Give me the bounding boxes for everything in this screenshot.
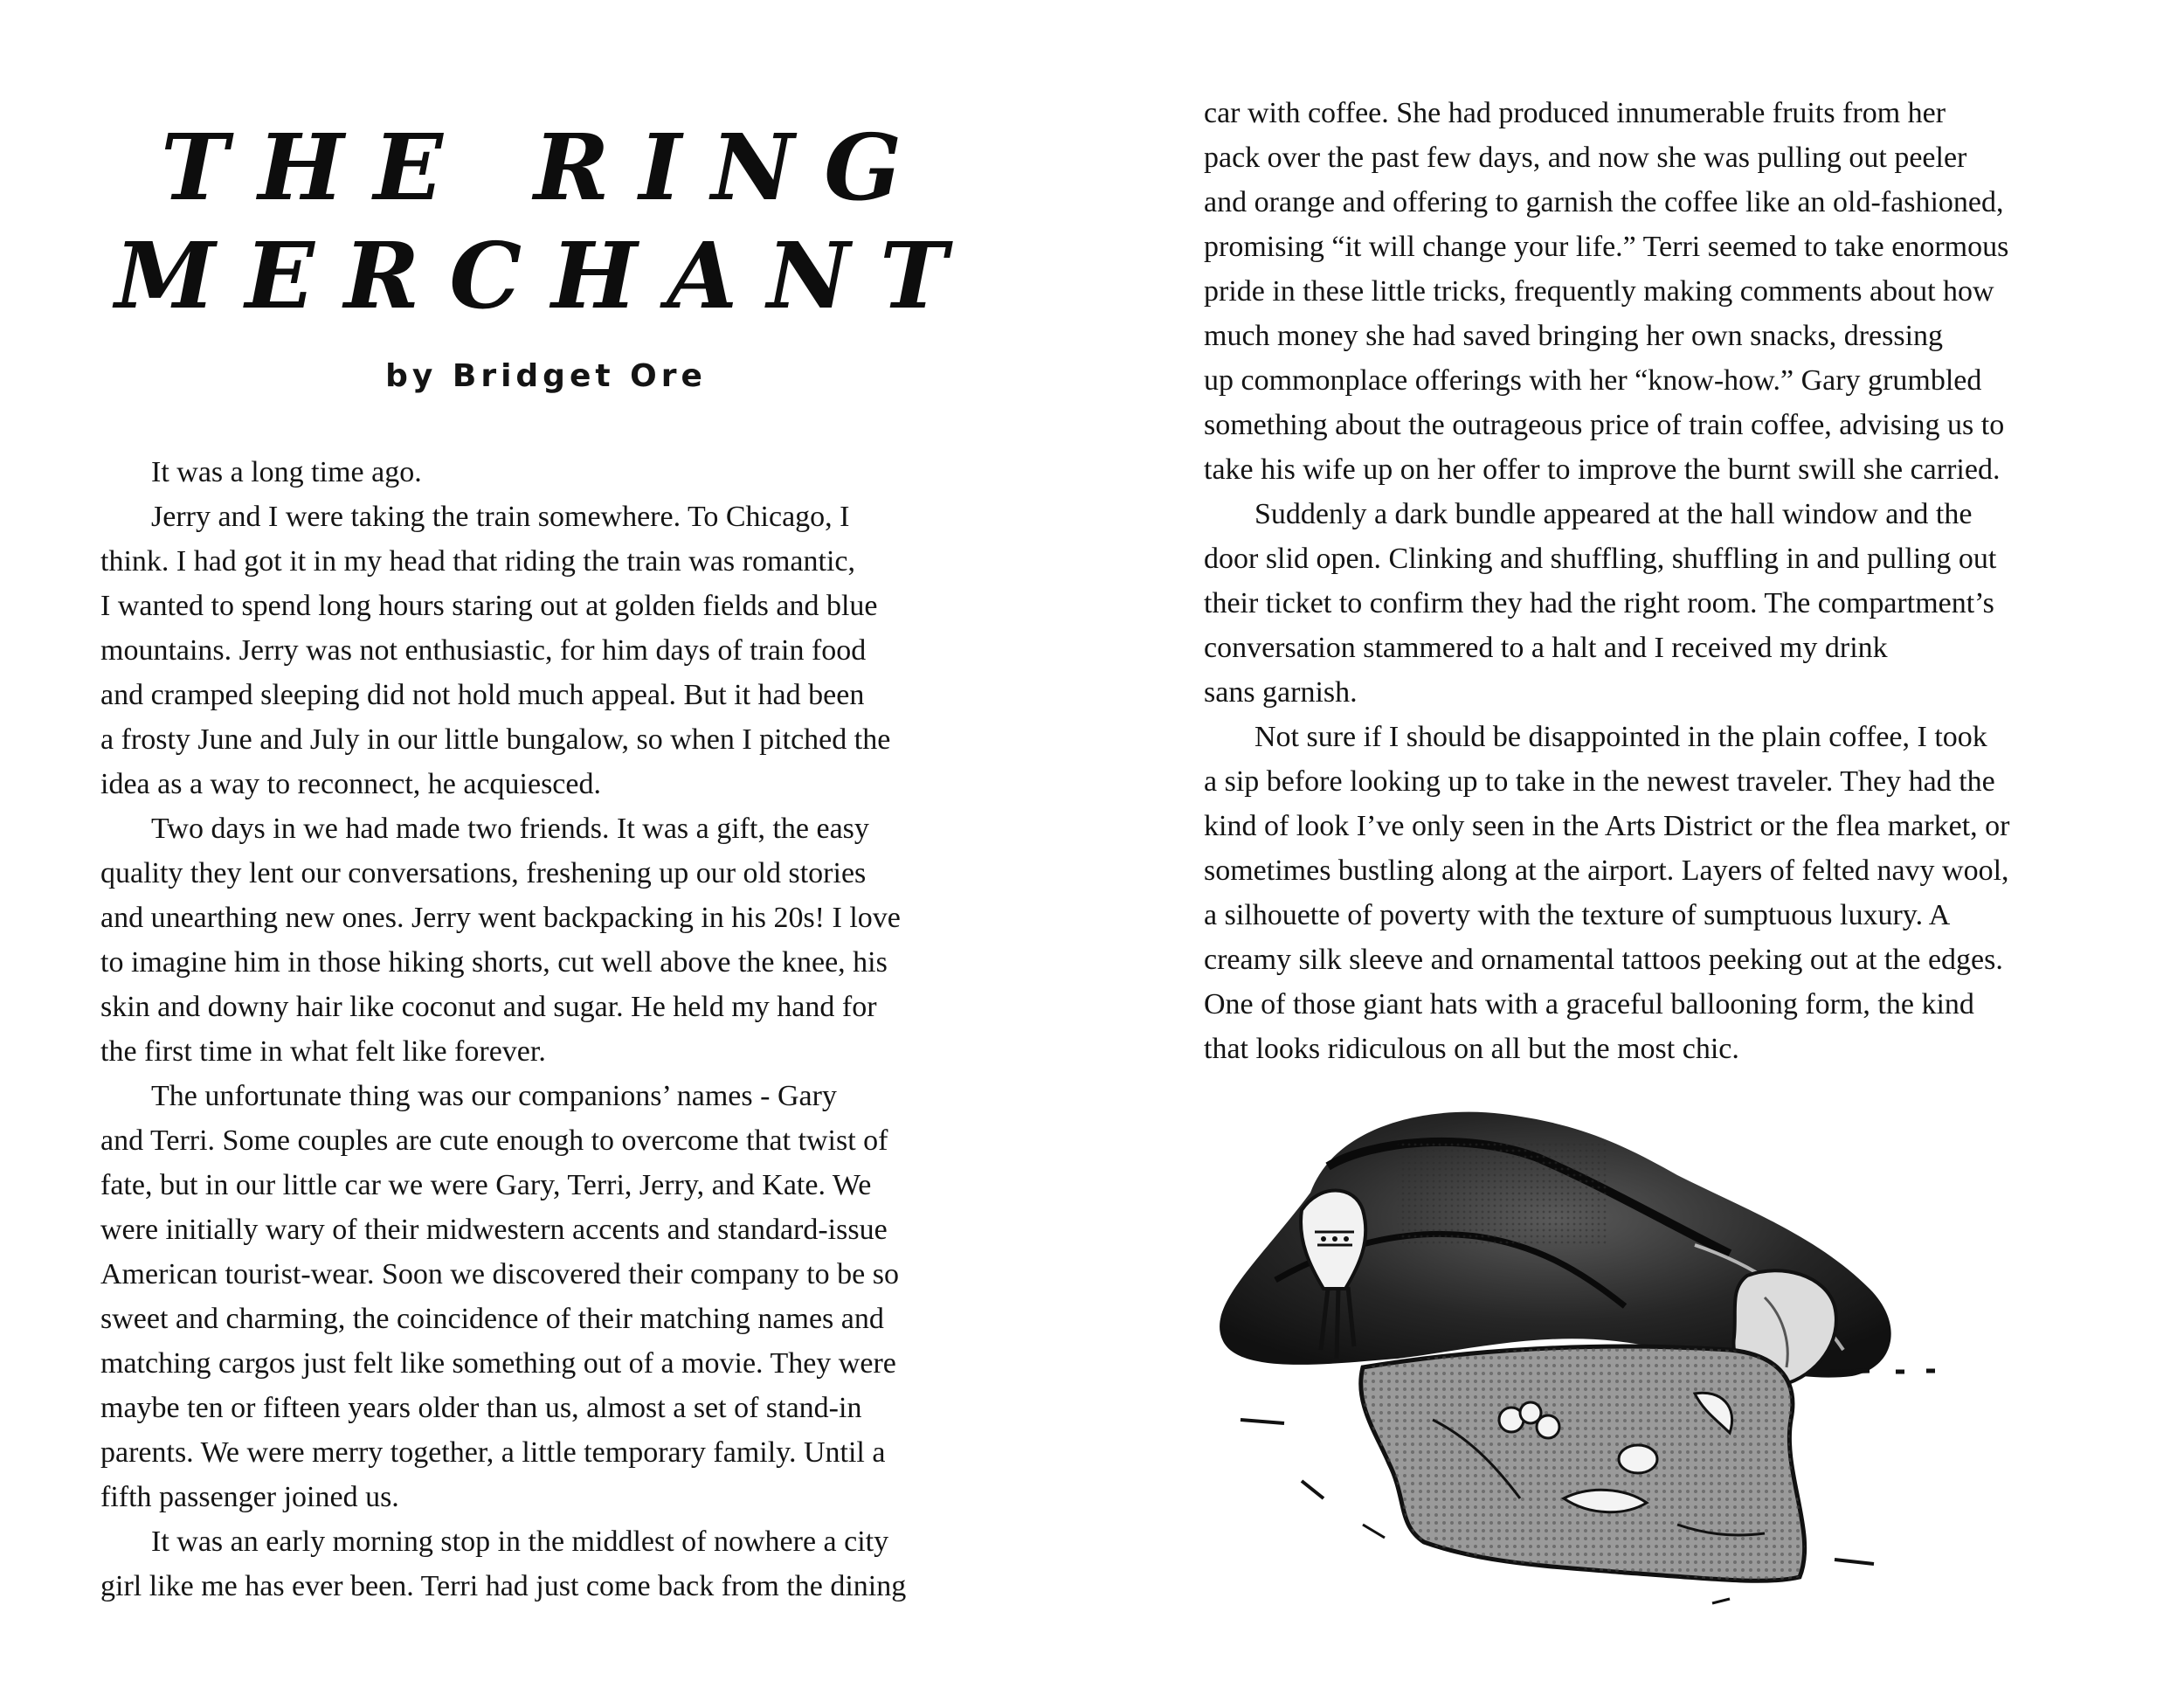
right-text-line: their ticket to confirm they had the right room. The compartment’s	[1204, 587, 1994, 619]
title-line-2: MERCHANT	[114, 222, 978, 329]
right-text-line: pack over the past few days, and now she was pulling out peeler	[1204, 142, 1967, 174]
left-text-line: sweet and charming, the coincidence of their matching names and	[100, 1303, 884, 1335]
left-text-line: and cramped sleeping did not hold much appeal. But it had been	[100, 679, 865, 711]
right-text-line: something about the outrageous price of train coffee, advising us to	[1204, 409, 2005, 441]
right-text-line: a silhouette of poverty with the texture of sumptuous luxury. A	[1204, 899, 1951, 931]
right-text-line: that looks ridiculous on all but the most chic.	[1204, 1033, 1739, 1065]
right-text-line: conversation stammered to a halt and I received my drink	[1204, 632, 1888, 664]
right-text-line: pride in these little tricks, frequently making comments about how	[1204, 275, 1994, 308]
left-text-line: and Terri. Some couples are cute enough to overcome that twist of	[100, 1124, 888, 1157]
right-text-line: a sip before looking up to take in the newest traveler. They had the	[1204, 765, 1995, 798]
left-text-line: fifth passenger joined us.	[100, 1481, 399, 1513]
title-line-1: THE RING	[160, 114, 932, 221]
right-text-line: sans garnish.	[1204, 676, 1358, 709]
left-text-line: I wanted to spend long hours staring out at golden fields and blue	[100, 590, 878, 622]
left-text-line: maybe ten or fifteen years older than us, almost a set of stand-in	[100, 1392, 862, 1424]
left-text-line: The unfortunate thing was our companions’ names - Gary	[151, 1080, 837, 1112]
left-text-line: Two days in we had made two friends. It was a gift, the easy	[151, 813, 869, 845]
right-text-line: promising “it will change your life.” Terri seemed to take enormous	[1204, 231, 2009, 263]
story-title	[87, 114, 1005, 330]
left-text-line: a frosty June and July in our little bungalow, so when I pitched the	[100, 723, 891, 756]
left-text-line: quality they lent our conversations, freshening up our old stories	[100, 857, 867, 889]
left-text-line: were initially wary of their midwestern accents and standard-issue	[100, 1214, 888, 1246]
left-text-line: girl like me has ever been. Terri had just come back from the dining	[100, 1570, 907, 1602]
right-text-line: creamy silk sleeve and ornamental tattoos peeking out at the edges.	[1204, 944, 2003, 976]
left-text-line: to imagine him in those hiking shorts, cut well above the knee, his	[100, 946, 888, 979]
right-text-line: door slid open. Clinking and shuffling, shuffling in and pulling out	[1204, 543, 1997, 575]
right-text-line: take his wife up on her offer to improve the burnt swill she carried.	[1204, 453, 2001, 486]
left-text-line: parents. We were merry together, a little temporary family. Until a	[100, 1436, 886, 1469]
right-text-line: One of those giant hats with a graceful ballooning form, the kind	[1204, 988, 1974, 1020]
right-text-line: Suddenly a dark bundle appeared at the hall window and the	[1254, 498, 1973, 530]
left-text-line: matching cargos just felt like something out of a movie. They were	[100, 1347, 896, 1380]
right-text-line: kind of look I’ve only seen in the Arts District or the flea market, or	[1204, 810, 2010, 842]
left-text-line: Jerry and I were taking the train somewhere. To Chicago, I	[151, 501, 850, 533]
left-text-column	[100, 450, 1013, 1608]
right-text-line: Not sure if I should be disappointed in the plain coffee, I took	[1254, 721, 1987, 753]
left-text-line: skin and downy hair like coconut and sugar. He held my hand for	[100, 991, 877, 1023]
left-text-line: It was an early morning stop in the middlest of nowhere a city	[151, 1525, 889, 1558]
right-text-line: car with coffee. She had produced innumerable fruits from her	[1204, 97, 1946, 129]
right-text-line: much money she had saved bringing her own snacks, dressing	[1204, 320, 1944, 352]
right-text-column	[1204, 91, 2104, 1071]
right-page	[1092, 0, 2184, 1688]
left-text-line: mountains. Jerry was not enthusiastic, for him days of train food	[100, 634, 867, 667]
left-text-line: idea as a way to reconnect, he acquiesced.	[100, 768, 601, 800]
left-text-line: and unearthing new ones. Jerry went backpacking in his 20s! I love	[100, 902, 901, 934]
left-text-line: fate, but in our little car we were Gary, Terri, Jerry, and Kate. We	[100, 1169, 872, 1201]
byline: by Bridget Ore	[385, 358, 707, 394]
left-text-line: the first time in what felt like forever.	[100, 1035, 546, 1068]
right-text-line: sometimes bustling along at the airport. Layers of felted navy wool,	[1204, 854, 2009, 887]
right-text-line: up commonplace offerings with her “know-how.” Gary grumbled	[1204, 364, 1982, 397]
left-text-line: think. I had got it in my head that riding the train was romantic,	[100, 545, 855, 578]
right-text-line: and orange and offering to garnish the coffee like an old-fashioned,	[1204, 186, 2004, 218]
left-text-line: It was a long time ago.	[151, 456, 422, 488]
left-text-line: American tourist-wear. Soon we discovered their company to be so	[100, 1258, 899, 1290]
cloaked-figure-illustration	[1206, 1088, 2097, 1612]
